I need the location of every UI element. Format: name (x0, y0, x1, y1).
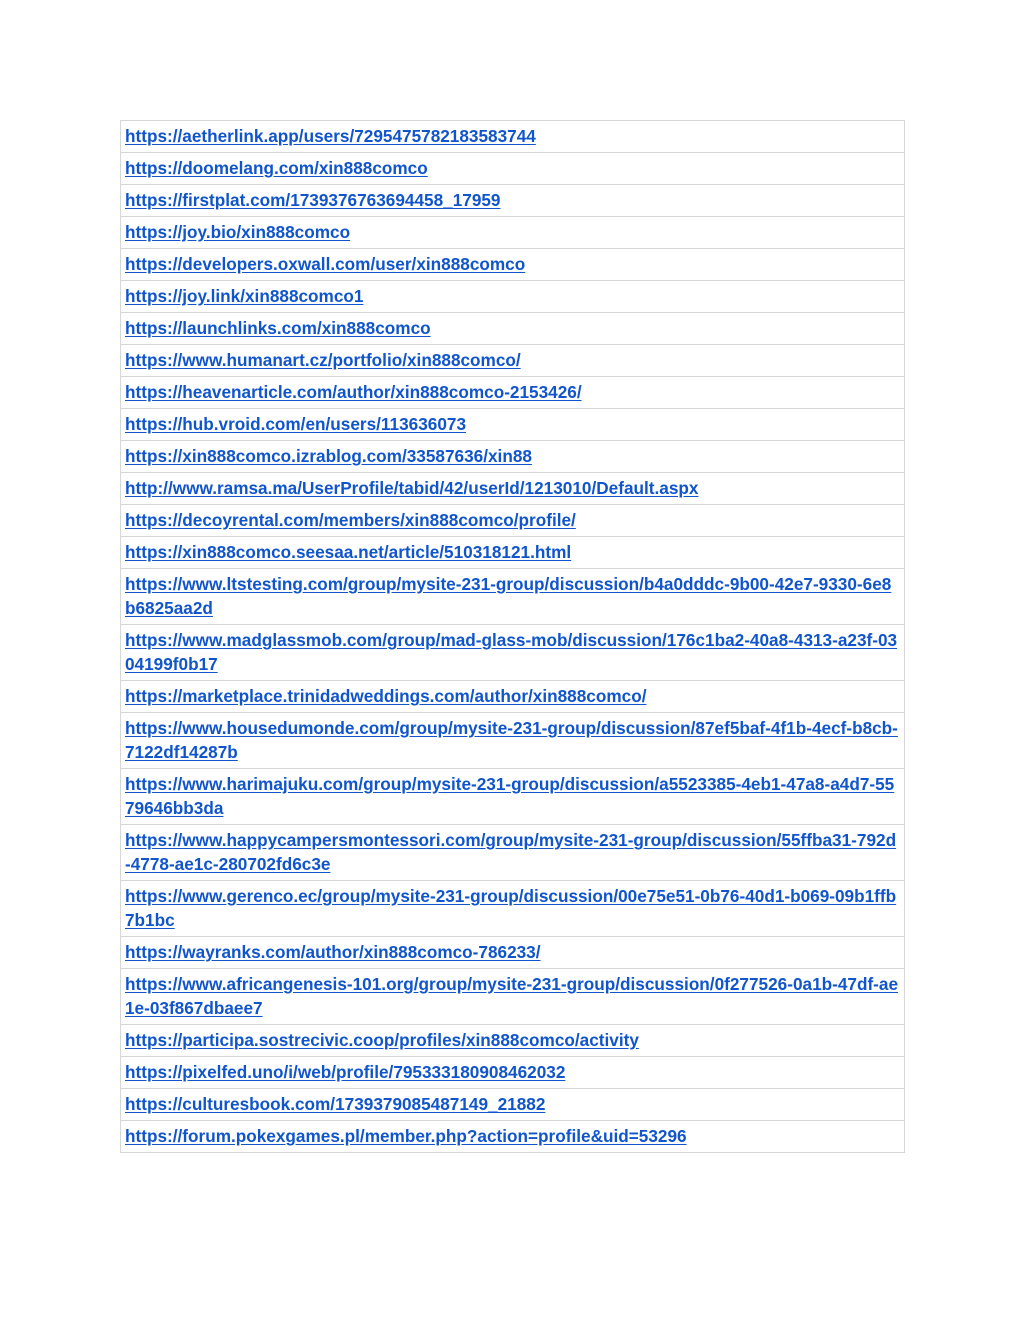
link[interactable]: https://www.housedumonde.com/group/mysite-231-group/discussion/87ef5baf-4f1b-4ecf-b8cb-7122df14287b (125, 718, 898, 762)
table-row (121, 569, 905, 625)
table-cell (121, 825, 905, 881)
table-cell (121, 537, 905, 569)
table-cell (121, 217, 905, 249)
table-row (121, 441, 905, 473)
table-cell (121, 625, 905, 681)
table-row (121, 1025, 905, 1057)
table-cell (121, 281, 905, 313)
link[interactable]: https://xin888comco.izrablog.com/33587636/xin88 (125, 446, 532, 466)
link[interactable]: https://participa.sostrecivic.coop/profiles/xin888comco/activity (125, 1030, 639, 1050)
table-cell (121, 505, 905, 537)
table-row (121, 937, 905, 969)
table-row (121, 969, 905, 1025)
link[interactable]: https://heavenarticle.com/author/xin888comco-2153426/ (125, 382, 582, 402)
table-row (121, 217, 905, 249)
table-cell (121, 769, 905, 825)
link[interactable]: http://www.ramsa.ma/UserProfile/tabid/42/userId/1213010/Default.aspx (125, 478, 699, 498)
table-row (121, 1089, 905, 1121)
table-cell (121, 377, 905, 409)
link[interactable]: https://joy.bio/xin888comco (125, 222, 351, 242)
link[interactable]: https://developers.oxwall.com/user/xin888comco (125, 254, 526, 274)
table-cell (121, 313, 905, 345)
table-row (121, 377, 905, 409)
table-row (121, 153, 905, 185)
table-row (121, 769, 905, 825)
table-cell (121, 969, 905, 1025)
table-row (121, 825, 905, 881)
link[interactable]: https://doomelang.com/xin888comco (125, 158, 428, 178)
table-row (121, 281, 905, 313)
link[interactable]: https://www.madglassmob.com/group/mad-glass-mob/discussion/176c1ba2-40a8-4313-a23f-0304199f0b17 (125, 630, 898, 674)
table-row (121, 537, 905, 569)
link[interactable]: https://hub.vroid.com/en/users/113636073 (125, 414, 467, 434)
table-row (121, 185, 905, 217)
link-table (120, 120, 905, 1153)
link[interactable]: https://wayranks.com/author/xin888comco-786233/ (125, 942, 541, 962)
link[interactable]: https://joy.link/xin888comco1 (125, 286, 364, 306)
link[interactable]: https://culturesbook.com/1739379085487149_21882 (125, 1094, 546, 1114)
table-cell (121, 681, 905, 713)
link[interactable]: https://aetherlink.app/users/7295475782183583744 (125, 126, 536, 146)
table-cell (121, 121, 905, 153)
table-cell (121, 345, 905, 377)
link-table-body (121, 121, 905, 1153)
table-cell (121, 569, 905, 625)
link[interactable]: https://pixelfed.uno/i/web/profile/795333180908462032 (125, 1062, 566, 1082)
table-row (121, 409, 905, 441)
table-row (121, 313, 905, 345)
link[interactable]: https://www.gerenco.ec/group/mysite-231-group/discussion/00e75e51-0b76-40d1-b069-09b1ffb7b1bc (125, 886, 897, 930)
table-cell (121, 1025, 905, 1057)
table-row (121, 1121, 905, 1153)
link[interactable]: https://www.harimajuku.com/group/mysite-231-group/discussion/a5523385-4eb1-47a8-a4d7-5579646bb3da (125, 774, 895, 818)
link[interactable]: https://decoyrental.com/members/xin888comco/profile/ (125, 510, 576, 530)
table-cell (121, 153, 905, 185)
table-cell (121, 937, 905, 969)
table-cell (121, 185, 905, 217)
table-row (121, 681, 905, 713)
link[interactable]: https://marketplace.trinidadweddings.com/author/xin888comco/ (125, 686, 647, 706)
table-cell (121, 1089, 905, 1121)
table-cell (121, 1121, 905, 1153)
table-cell (121, 1057, 905, 1089)
table-cell (121, 713, 905, 769)
table-cell (121, 473, 905, 505)
table-row (121, 473, 905, 505)
table-cell (121, 249, 905, 281)
table-cell (121, 881, 905, 937)
table-row (121, 881, 905, 937)
link[interactable]: https://www.humanart.cz/portfolio/xin888comco/ (125, 350, 521, 370)
table-row (121, 713, 905, 769)
table-row (121, 249, 905, 281)
table-row (121, 505, 905, 537)
link[interactable]: https://firstplat.com/1739376763694458_17959 (125, 190, 501, 210)
table-row (121, 625, 905, 681)
table-row (121, 345, 905, 377)
table-cell (121, 441, 905, 473)
link[interactable]: https://launchlinks.com/xin888comco (125, 318, 431, 338)
table-row (121, 121, 905, 153)
link[interactable]: https://xin888comco.seesaa.net/article/510318121.html (125, 542, 572, 562)
link[interactable]: https://www.happycampersmontessori.com/group/mysite-231-group/discussion/55ffba31-792d-4778-ae1c-280702fd6c3e (125, 830, 897, 874)
table-cell (121, 409, 905, 441)
link[interactable]: https://www.africangenesis-101.org/group/mysite-231-group/discussion/0f277526-0a1b-47df-ae1e-03f867dbaee7 (125, 974, 899, 1018)
link[interactable]: https://www.ltstesting.com/group/mysite-231-group/discussion/b4a0dddc-9b00-42e7-9330-6e8b6825aa2d (125, 574, 892, 618)
table-row (121, 1057, 905, 1089)
link[interactable]: https://forum.pokexgames.pl/member.php?action=profile&uid=53296 (125, 1126, 687, 1146)
